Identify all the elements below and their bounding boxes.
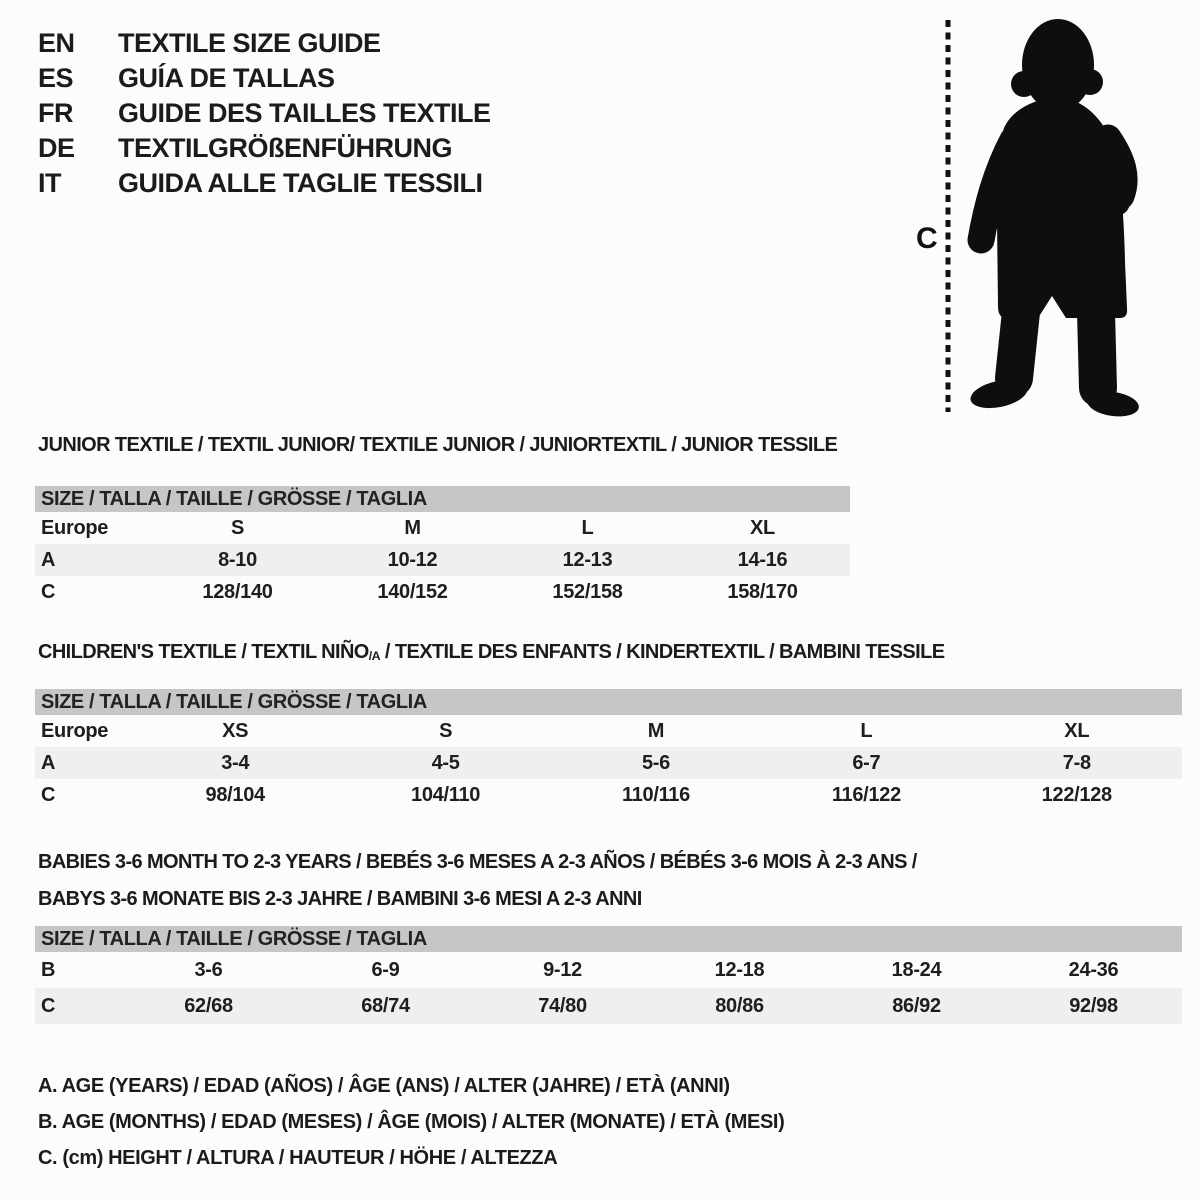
size-value-cell: 140/152: [377, 580, 448, 603]
size-value-cell: 122/128: [1041, 783, 1112, 806]
babies-size-table: [35, 926, 1182, 1024]
language-label: GUÍA DE TALLAS: [118, 63, 335, 93]
language-label: GUIDA ALLE TAGLIE TESSILI: [118, 168, 483, 198]
table-row: [35, 512, 850, 544]
size-value-cell: S: [230, 516, 245, 539]
size-value-cell: 152/158: [552, 580, 623, 603]
babies-title-line1: BABIES 3-6 MONTH TO 2-3 YEARS / BEBÉS 3-6 MESES A 2-3 AÑOS / BÉBÉS 3-6 MOIS À 2-3 ANS /: [38, 851, 917, 873]
row-label-cell: C: [41, 783, 56, 806]
language-label: TEXTILGRÖßENFÜHRUNG: [118, 133, 452, 163]
row-label-cell: Europe: [41, 719, 109, 742]
size-value-cell: 116/122: [831, 783, 901, 806]
size-value-cell: 24-36: [1068, 958, 1119, 981]
table-row: [35, 952, 1182, 988]
size-value-cell: 10-12: [387, 548, 438, 571]
table-row: [35, 988, 1182, 1024]
size-header-bar: SIZE / TALLA / TAILLE / GRÖSSE / TAGLIA: [35, 486, 850, 512]
size-value-cell: 6-9: [371, 958, 400, 981]
measure-label-c: C: [916, 222, 938, 255]
size-header-bar: SIZE / TALLA / TAILLE / GRÖSSE / TAGLIA: [35, 926, 1182, 952]
language-code: ES: [38, 63, 74, 93]
language-code: DE: [38, 133, 75, 163]
language-label: TEXTILE SIZE GUIDE: [118, 28, 381, 58]
size-value-cell: 158/170: [727, 580, 798, 603]
size-value-cell: 8-10: [218, 548, 257, 571]
language-row: [38, 96, 491, 131]
legend-line-c: C. (cm) HEIGHT / ALTURA / HAUTEUR / HÖHE / ALTEZZA: [38, 1147, 558, 1169]
babies-section-title: [38, 844, 917, 918]
size-value-cell: 104/110: [411, 783, 481, 806]
table-row: [35, 576, 850, 608]
size-value-cell: 12-13: [562, 548, 613, 571]
language-row: [38, 26, 491, 61]
size-value-cell: 86/92: [892, 994, 941, 1017]
row-label-cell: A: [41, 548, 56, 571]
size-value-cell: L: [860, 719, 873, 742]
row-label-cell: Europe: [41, 516, 109, 539]
size-value-cell: 92/98: [1069, 994, 1118, 1017]
language-code: FR: [38, 98, 73, 128]
size-value-cell: 9-12: [543, 958, 582, 981]
children-size-table: [35, 689, 1182, 811]
row-label-cell: C: [41, 580, 56, 603]
size-value-cell: S: [439, 719, 453, 742]
junior-size-table: [35, 486, 850, 608]
table-row: [35, 715, 1182, 747]
children-section-title: [38, 641, 944, 664]
children-title-suffix: / TEXTILE DES ENFANTS / KINDERTEXTIL / BAMBINI TESSILE: [379, 641, 945, 663]
table-row: [35, 747, 1182, 779]
size-header-bar: SIZE / TALLA / TAILLE / GRÖSSE / TAGLIA: [35, 689, 1182, 715]
size-value-cell: 14-16: [737, 548, 788, 571]
size-value-cell: 6-7: [852, 751, 881, 774]
children-title-prefix: CHILDREN'S TEXTILE / TEXTIL NIÑO: [38, 641, 369, 663]
table-row: [35, 779, 1182, 811]
size-value-cell: M: [404, 516, 421, 539]
size-value-cell: 12-18: [714, 958, 765, 981]
legend-line-b: B. AGE (MONTHS) / EDAD (MESES) / ÂGE (MOIS) / ALTER (MONATE) / ETÀ (MESI): [38, 1111, 785, 1133]
size-value-cell: XS: [222, 719, 249, 742]
row-label-cell: B: [41, 958, 56, 981]
size-value-cell: 68/74: [361, 994, 410, 1017]
toddler-silhouette-icon: [900, 10, 1190, 420]
language-list: [38, 26, 491, 201]
table-row: [35, 544, 850, 576]
language-row: [38, 61, 491, 96]
size-value-cell: 3-6: [194, 958, 223, 981]
row-label-cell: A: [41, 751, 56, 774]
legend-line-a: A. AGE (YEARS) / EDAD (AÑOS) / ÂGE (ANS) / ALTER (JAHRE) / ETÀ (ANNI): [38, 1075, 730, 1097]
measure-legend: [38, 1068, 784, 1176]
size-value-cell: 128/140: [202, 580, 273, 603]
size-value-cell: 7-8: [1062, 751, 1091, 774]
children-title-subscript: /A: [368, 649, 380, 663]
size-value-cell: 5-6: [641, 751, 670, 774]
size-value-cell: XL: [1064, 719, 1090, 742]
size-value-cell: 3-4: [221, 751, 250, 774]
junior-section-title: JUNIOR TEXTILE / TEXTIL JUNIOR/ TEXTILE JUNIOR / JUNIORTEXTIL / JUNIOR TESSILE: [38, 434, 838, 456]
size-value-cell: 62/68: [184, 994, 233, 1017]
size-value-cell: 98/104: [205, 783, 265, 806]
size-value-cell: 80/86: [715, 994, 764, 1017]
size-value-cell: XL: [750, 516, 775, 539]
size-value-cell: L: [581, 516, 594, 539]
size-value-cell: M: [647, 719, 665, 742]
language-label: GUIDE DES TAILLES TEXTILE: [118, 98, 491, 128]
size-value-cell: 4-5: [431, 751, 460, 774]
babies-title-line2: BABYS 3-6 MONATE BIS 2-3 JAHRE / BAMBINI 3-6 MESI A 2-3 ANNI: [38, 888, 642, 910]
row-label-cell: C: [41, 994, 56, 1017]
height-measure-figure: [900, 10, 1190, 420]
language-row: [38, 131, 491, 166]
language-row: [38, 166, 491, 201]
size-value-cell: 74/80: [538, 994, 587, 1017]
size-value-cell: 18-24: [891, 958, 942, 981]
language-code: IT: [38, 168, 61, 198]
size-value-cell: 110/116: [621, 783, 690, 806]
language-code: EN: [38, 28, 75, 58]
